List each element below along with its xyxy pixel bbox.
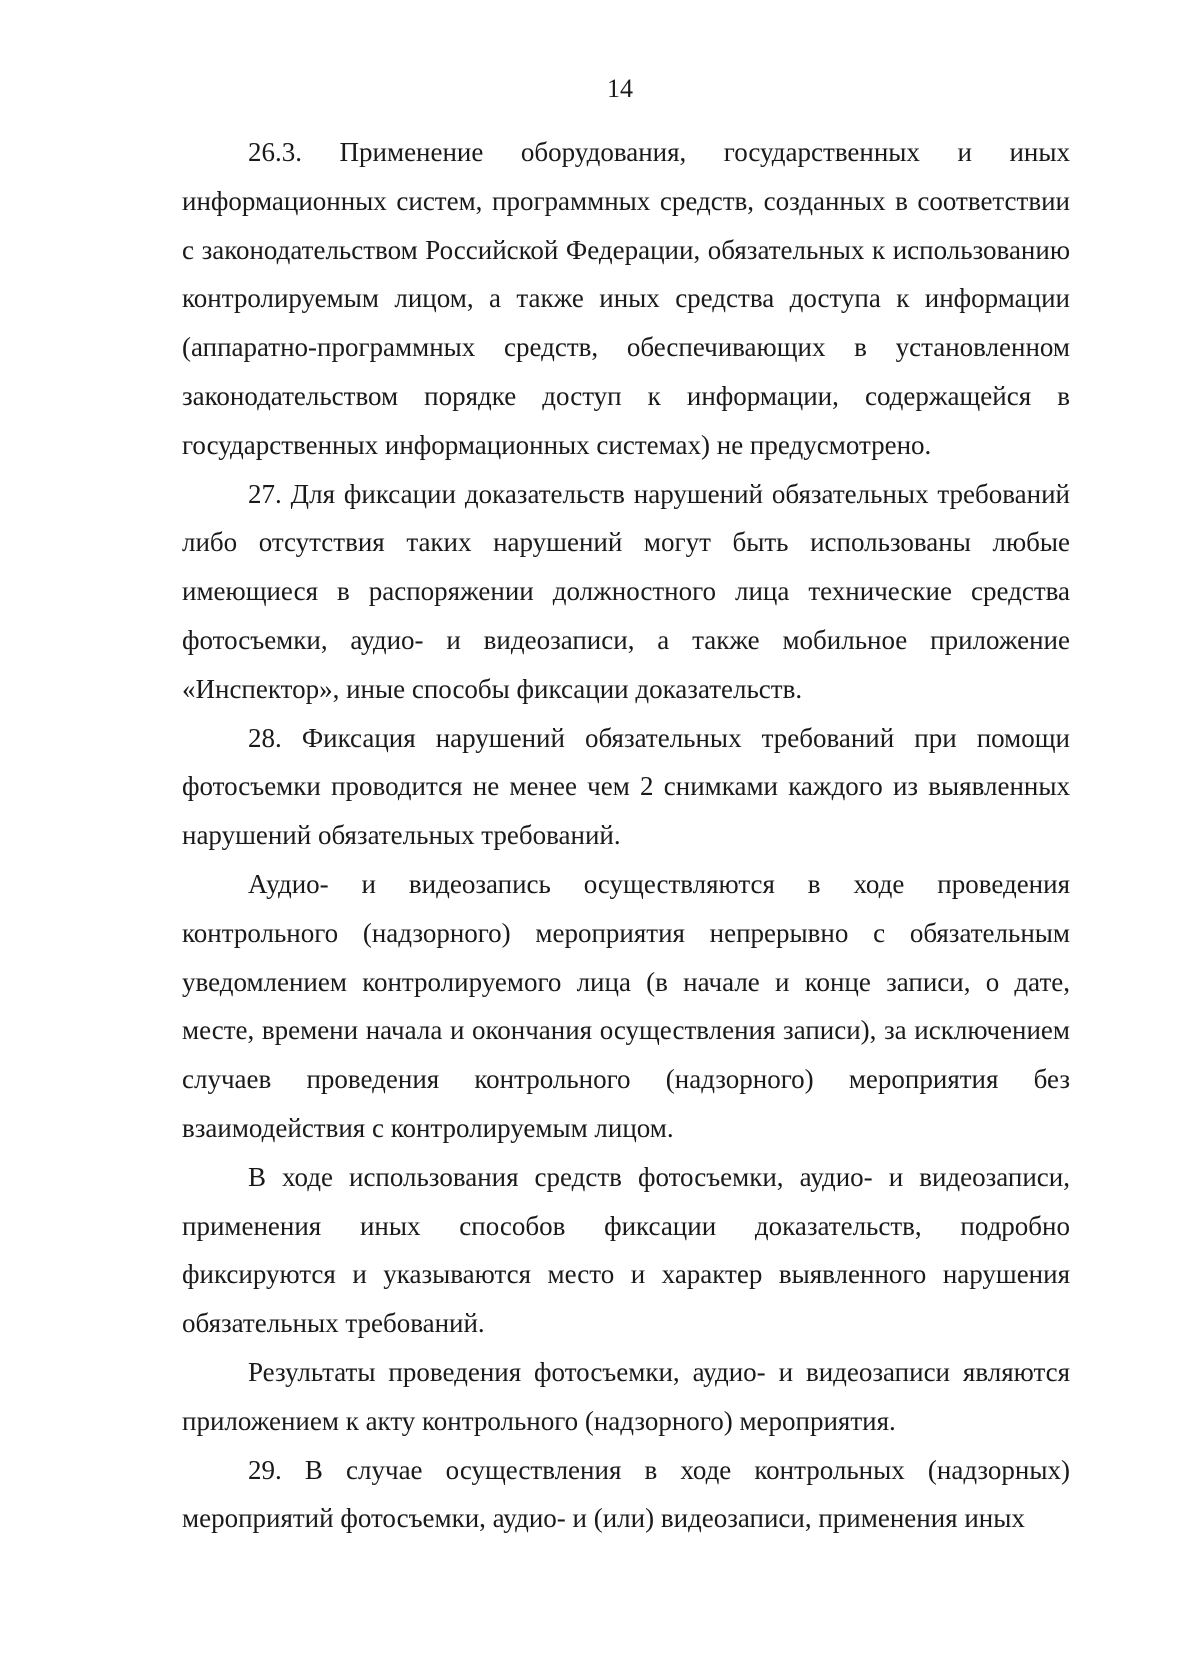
- paragraph-usage: В ходе использования средств фотосъемки, аудио- и видеозаписи, применения иных способов фиксации доказательств, подробно фиксируются и указываются место и характер выявленного нарушения обязательных требований.: [182, 1161, 1070, 1339]
- document-body: [182, 128, 1070, 1543]
- paragraph-29: 29. В случае осуществления в ходе контрольных (надзорных) мероприятий фотосъемки, аудио- и (или) видеозаписи, применения иных: [182, 1454, 1070, 1534]
- paragraph-28: 28. Фиксация нарушений обязательных требований при помощи фотосъемки проводится не менее чем 2 снимками каждого из выявленных нарушений обязательных требований.: [182, 722, 1070, 851]
- paragraph-27: 27. Для фиксации доказательств нарушений обязательных требований либо отсутствия таких нарушений могут быть использованы любые имеющиеся в распоряжении должностного лица технические средства фотосъемки, аудио- и видеозаписи, а также мобильное приложение «Инспектор», иные способы фиксации доказательств.: [182, 478, 1070, 704]
- page-number: 14: [607, 74, 633, 103]
- paragraph-26-3: 26.3. Применение оборудования, государственных и иных информационных систем, программных средств, созданных в соответствии с законодательством Российской Федерации, обязательных к использованию контролируемым лицом, а также иных средства доступа к информации (аппаратно-программных средств, обеспечивающих в установленном законодательством порядке доступ к информации, содержащейся в государственных информационных системах) не предусмотрено.: [182, 137, 1070, 460]
- paragraph-audio-video: Аудио- и видеозапись осуществляются в ходе проведения контрольного (надзорного) мероприятия непрерывно с обязательным уведомлением контролируемого лица (в начале и конце записи, о дате, месте, времени начала и окончания осуществления записи), за исключением случаев проведения контрольного (надзорного) мероприятия без взаимодействия с контролируемым лицом.: [182, 868, 1070, 1143]
- paragraph-results: Результаты проведения фотосъемки, аудио- и видеозаписи являются приложением к акту контрольного (надзорного) мероприятия.: [182, 1356, 1070, 1436]
